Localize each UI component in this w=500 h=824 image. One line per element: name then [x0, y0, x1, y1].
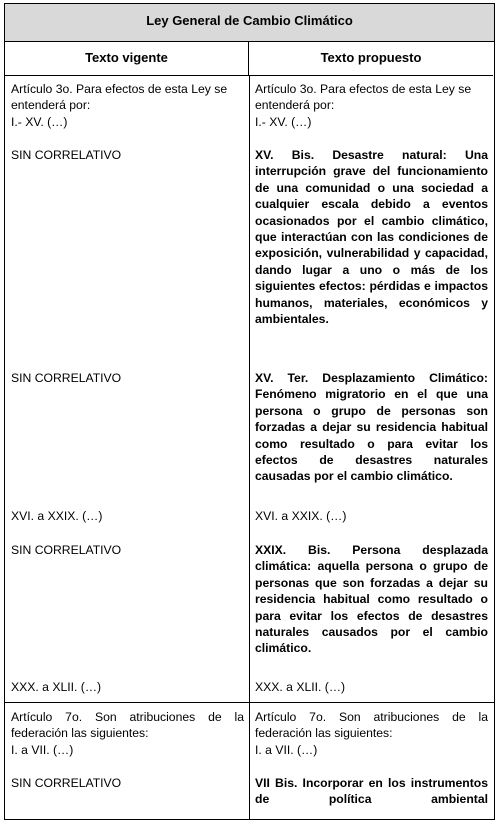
art7-right-line1: Artículo 7o. Son atribuciones de la — [255, 710, 488, 724]
art7-right-line3: I. a VII. (…) — [255, 742, 318, 757]
art3-left-line3: I.- XV. (…) — [11, 114, 68, 129]
table-title: Ley General de Cambio Climático — [5, 4, 494, 42]
fraction-xxix-bis: XXIX. Bis. Persona desplazada climática: aquella persona o grupo de personas que son forzadas a dejar su residencia habitual como resultado o para evitar los efectos de desastres naturales causados por el cambio climático. — [255, 543, 488, 656]
art7-left-cell — [11, 709, 244, 758]
sin-correlativo-1: SIN CORRELATIVO — [11, 148, 122, 162]
art3-left-line2: entenderá por: — [11, 98, 91, 113]
art3-left-cell — [11, 81, 244, 130]
fraction-xvi-xxix-right: XVI. a XXIX. (…) — [255, 509, 347, 523]
art7-left-line1: Artículo 7o. Son atribuciones de la — [11, 710, 244, 724]
comparison-table — [4, 3, 495, 820]
art7-right-cell — [255, 709, 488, 758]
art7-left-line3: I. a VII. (…) — [11, 742, 74, 757]
fraction-xxx-xlii-right: XXX. a XLII. (…) — [255, 680, 346, 694]
art3-right-line1: Artículo 3o. Para efectos de esta Ley se — [255, 82, 472, 96]
art3-right-cell — [255, 81, 488, 130]
fraction-xv-bis: XV. Bis. Desastre natural: Una interrupción grave del funcionamiento de una comunidad o una sociedad a cualquier escala debido a eventos ocasionados por el cambio climático, que interactúan con las condiciones de exposición, vulnerabilidad y capacidad, dando lugar a uno o más de los siguientes efectos: pérdidas e impactos humanos, materiales, económicos y ambientales. — [255, 148, 488, 327]
art3-right-line2: entenderá por: — [255, 98, 335, 113]
sin-correlativo-2: SIN CORRELATIVO — [11, 371, 122, 385]
art7-left-line2: federación las siguientes: — [11, 726, 149, 741]
fraction-xxx-xlii-left: XXX. a XLII. (…) — [11, 680, 102, 694]
fraction-vii-bis: VII Bis. Incorporar en los instrumentos de política ambiental — [255, 776, 488, 807]
column-header-texto-propuesto: Texto propuesto — [249, 42, 493, 76]
column-header-texto-vigente: Texto vigente — [5, 42, 249, 76]
art3-right-line3: I.- XV. (…) — [255, 114, 312, 129]
fraction-xvi-xxix-left: XVI. a XXIX. (…) — [11, 509, 103, 523]
art7-right-line2: federación las siguientes: — [255, 726, 393, 741]
art3-left-line1: Artículo 3o. Para efectos de esta Ley se — [11, 82, 228, 96]
sin-correlativo-3: SIN CORRELATIVO — [11, 543, 122, 557]
fraction-xv-ter: XV. Ter. Desplazamiento Climático: Fenómeno migratorio en el que una persona o grupo de personas son forzadas a dejar su residencia habitual como resultado o para evitar los efectos de desastres naturales causadas por el cambio climático. — [255, 371, 488, 484]
column-divider — [249, 76, 250, 820]
row-divider — [5, 702, 494, 703]
sin-correlativo-4: SIN CORRELATIVO — [11, 776, 122, 790]
